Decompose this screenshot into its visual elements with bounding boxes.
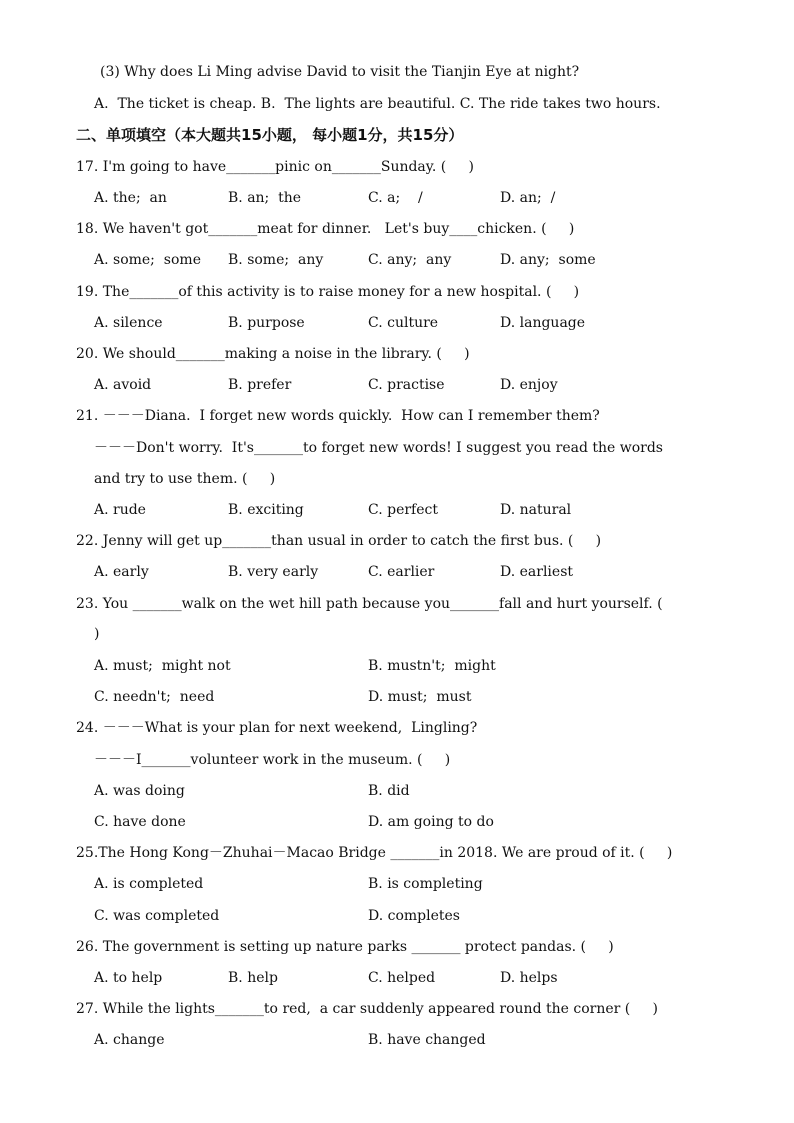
option-b: B. did — [368, 783, 410, 799]
option-a: A. change — [94, 1032, 165, 1048]
question-26-stem: 26. The government is setting up nature parks _______ protect pandas. ( ) — [76, 939, 614, 955]
option-a: A. to help — [94, 970, 163, 986]
option-c: C. any; any — [368, 252, 452, 268]
option-c: C. needn't; need — [94, 689, 215, 705]
option-b: B. have changed — [368, 1032, 486, 1048]
option-b: B. an; the — [228, 190, 302, 206]
option-b: B. mustn't; might — [368, 658, 496, 674]
section-title: 二、单项填空（本大题共15小题， 每小题1分，共15分） — [76, 126, 464, 144]
option-a: A. was doing — [94, 783, 185, 799]
question-17-stem: 17. I'm going to have_______pinic on_______Sunday. ( ) — [76, 159, 474, 175]
question-21-reply-cont: and try to use them. ( ) — [94, 471, 276, 487]
option-c: C. was completed — [94, 908, 220, 924]
question-18-stem: 18. We haven't got_______meat for dinner. Let's buy____chicken. ( ) — [76, 221, 575, 237]
option-c: C. helped — [368, 970, 436, 986]
option-d: D. enjoy — [500, 377, 558, 393]
option-a: A. early — [94, 564, 149, 580]
option-a: A. rude — [94, 502, 146, 518]
option-b: B. is completing — [368, 876, 483, 892]
question-23-stem-cont: ) — [94, 626, 100, 642]
question-27-stem: 27. While the lights_______to red, a car suddenly appeared round the corner ( ) — [76, 1001, 658, 1017]
option-a: A. the; an — [94, 190, 167, 206]
option-c: C. culture — [368, 315, 439, 331]
option-b: B. very early — [228, 564, 319, 580]
question-21-reply: －－－Don't worry. It's_______to forget new words! I suggest you read the words — [94, 440, 663, 456]
option-b: B. some; any — [228, 252, 324, 268]
option-c: C. earlier — [368, 564, 435, 580]
option-a: A. some; some — [94, 252, 201, 268]
question-25-stem: 25.The Hong Kong－Zhuhai－Macao Bridge _______in 2018. We are proud of it. ( ) — [76, 845, 673, 861]
question-24-stem: 24. －－－What is your plan for next weekend, Lingling? — [76, 720, 478, 736]
option-d: D. must; must — [368, 689, 472, 705]
question-22-stem: 22. Jenny will get up_______than usual in order to catch the first bus. ( ) — [76, 533, 602, 549]
option-d: D. helps — [500, 970, 558, 986]
question-24-reply: －－－I_______volunteer work in the museum. ( ) — [94, 752, 451, 768]
option-d: D. an; / — [500, 190, 556, 206]
option-a: A. silence — [94, 315, 163, 331]
question-3-stem: (3) Why does Li Ming advise David to visit the Tianjin Eye at night? — [100, 64, 580, 80]
option-c: C. have done — [94, 814, 186, 830]
question-21-stem: 21. －－－Diana. I forget new words quickly. How can I remember them? — [76, 408, 600, 424]
question-19-stem: 19. The_______of this activity is to raise money for a new hospital. ( ) — [76, 284, 580, 300]
option-d: D. am going to do — [368, 814, 494, 830]
option-d: D. any; some — [500, 252, 596, 268]
option-c: C. a; / — [368, 190, 423, 206]
option-d: D. earliest — [500, 564, 574, 580]
question-23-stem: 23. You _______walk on the wet hill path because you_______fall and hurt yourself. ( — [76, 596, 663, 612]
option-b: B. prefer — [228, 377, 292, 393]
question-3-options: A. The ticket is cheap. B. The lights are beautiful. C. The ride takes two hours. — [94, 96, 661, 112]
option-a: A. must; might not — [94, 658, 231, 674]
question-20-stem: 20. We should_______making a noise in the library. ( ) — [76, 346, 470, 362]
option-b: B. help — [228, 970, 278, 986]
option-a: A. is completed — [94, 876, 204, 892]
option-b: B. exciting — [228, 502, 304, 518]
option-b: B. purpose — [228, 315, 305, 331]
option-d: D. completes — [368, 908, 460, 924]
option-c: C. perfect — [368, 502, 438, 518]
option-d: D. natural — [500, 502, 572, 518]
option-a: A. avoid — [94, 377, 152, 393]
option-d: D. language — [500, 315, 586, 331]
option-c: C. practise — [368, 377, 445, 393]
